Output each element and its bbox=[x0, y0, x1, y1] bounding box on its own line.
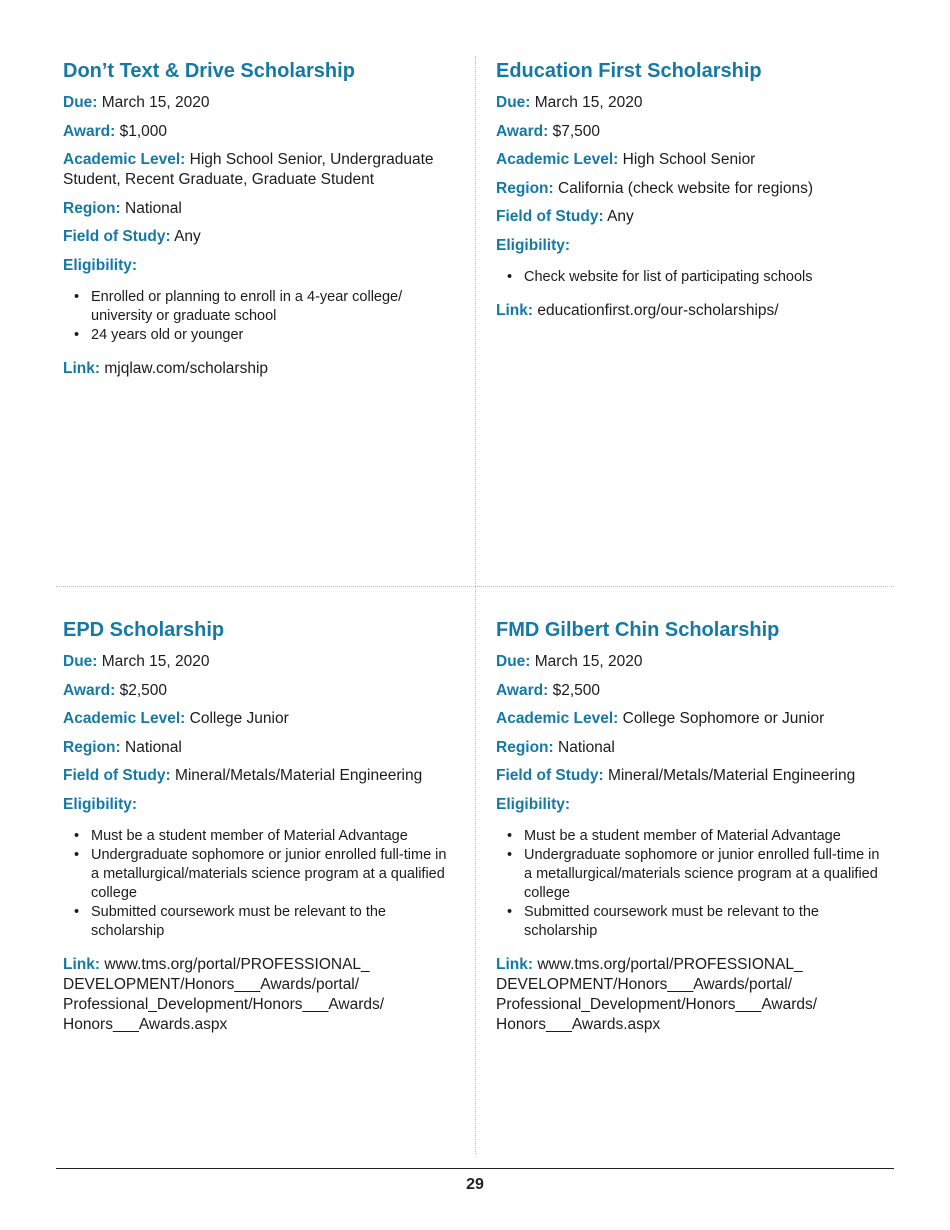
region-label: Region: bbox=[63, 738, 121, 756]
due-row bbox=[496, 93, 891, 113]
footer-rule bbox=[56, 1168, 894, 1169]
academic-level-row bbox=[496, 150, 891, 170]
due-value: March 15, 2020 bbox=[534, 94, 643, 111]
academic-level-row bbox=[63, 150, 458, 190]
eligibility-item: • Undergraduate sophomore or junior enrolled full-time in a metallurgical/materials science program at a qualified college bbox=[91, 846, 458, 903]
due-label: Due: bbox=[496, 94, 531, 111]
academic-level-row bbox=[63, 709, 458, 729]
region-value: National bbox=[125, 199, 182, 217]
academic-level-row bbox=[496, 709, 891, 729]
academic-level-value: College Junior bbox=[189, 710, 289, 727]
scholarship-title: Education First Scholarship bbox=[496, 60, 762, 82]
academic-level-label: Academic Level: bbox=[496, 151, 619, 168]
region-row bbox=[63, 738, 458, 758]
link-label: Link: bbox=[496, 955, 534, 973]
academic-level-value: High School Senior, Undergraduate Student, Recent Graduate, Graduate Student bbox=[63, 151, 434, 188]
region-row bbox=[496, 738, 891, 758]
due-value: March 15, 2020 bbox=[534, 653, 643, 670]
due-row bbox=[496, 652, 891, 672]
region-row bbox=[496, 179, 891, 199]
eligibility-item: • Enrolled or planning to enroll in a 4-year college/ university or graduate school bbox=[91, 288, 458, 326]
academic-level-label: Academic Level: bbox=[63, 151, 186, 168]
scholarship-title: Don’t Text & Drive Scholarship bbox=[63, 60, 355, 82]
field-of-study-value: Any bbox=[607, 208, 634, 225]
award-row bbox=[496, 122, 891, 142]
region-value: National bbox=[125, 738, 182, 756]
eligibility-list bbox=[63, 827, 458, 941]
award-value: $2,500 bbox=[119, 681, 167, 699]
award-label: Award: bbox=[496, 122, 549, 140]
award-label: Award: bbox=[63, 681, 116, 699]
due-row bbox=[63, 652, 458, 672]
scholarship-card-1 bbox=[63, 58, 458, 379]
eligibility-item: • 24 years old or younger bbox=[91, 326, 458, 345]
scholarship-title: FMD Gilbert Chin Scholarship bbox=[496, 619, 780, 641]
link-row bbox=[496, 301, 891, 321]
page-number: 29 bbox=[466, 1176, 484, 1193]
due-label: Due: bbox=[63, 94, 98, 111]
link-row bbox=[63, 359, 458, 379]
field-of-study-row bbox=[63, 766, 458, 786]
eligibility-heading: Eligibility: bbox=[63, 256, 138, 274]
award-row bbox=[496, 681, 891, 701]
link-url[interactable]: mjqlaw.com/scholarship bbox=[104, 359, 269, 377]
field-of-study-value: Any bbox=[174, 228, 201, 245]
region-label: Region: bbox=[496, 179, 554, 197]
due-value: March 15, 2020 bbox=[101, 653, 210, 670]
eligibility-item: • Must be a student member of Material Advantage bbox=[524, 827, 891, 846]
due-row bbox=[63, 93, 458, 113]
link-row bbox=[63, 955, 458, 1035]
eligibility-heading: Eligibility: bbox=[63, 795, 138, 813]
region-label: Region: bbox=[496, 738, 554, 756]
academic-level-value: High School Senior bbox=[622, 151, 756, 168]
field-of-study-row bbox=[63, 227, 458, 247]
field-of-study-value: Mineral/Metals/Material Engineering bbox=[174, 767, 423, 784]
eligibility-item: • Undergraduate sophomore or junior enrolled full-time in a metallurgical/materials science program at a qualified college bbox=[524, 846, 891, 903]
region-value: California (check website for regions) bbox=[558, 179, 813, 197]
scholarship-card-3 bbox=[63, 617, 458, 1035]
region-label: Region: bbox=[63, 199, 121, 217]
eligibility-item: • Submitted coursework must be relevant to the scholarship bbox=[91, 903, 458, 941]
horizontal-divider bbox=[56, 586, 894, 587]
field-of-study-row bbox=[496, 207, 891, 227]
eligibility-item: • Check website for list of participating schools bbox=[524, 268, 891, 287]
field-of-study-label: Field of Study: bbox=[496, 208, 604, 225]
link-url[interactable]: www.tms.org/portal/PROFESSIONAL_ DEVELOPMENT/Honors___Awards/portal/ Professional_Development/Honors___Awards/ Honors___Awards.aspx bbox=[496, 955, 818, 1033]
academic-level-value: College Sophomore or Junior bbox=[622, 710, 825, 727]
award-row bbox=[63, 681, 458, 701]
award-row bbox=[63, 122, 458, 142]
eligibility-list bbox=[496, 827, 891, 941]
link-url[interactable]: www.tms.org/portal/PROFESSIONAL_ DEVELOPMENT/Honors___Awards/portal/ Professional_Development/Honors___Awards/ Honors___Awards.aspx bbox=[63, 955, 385, 1033]
region-row bbox=[63, 199, 458, 219]
field-of-study-label: Field of Study: bbox=[496, 767, 604, 784]
due-label: Due: bbox=[63, 653, 98, 670]
academic-level-label: Academic Level: bbox=[496, 710, 619, 727]
scholarship-title: EPD Scholarship bbox=[63, 619, 225, 641]
eligibility-heading: Eligibility: bbox=[496, 795, 571, 813]
eligibility-item: • Must be a student member of Material Advantage bbox=[91, 827, 458, 846]
eligibility-heading: Eligibility: bbox=[496, 236, 571, 254]
scholarship-card-4 bbox=[496, 617, 891, 1035]
field-of-study-value: Mineral/Metals/Material Engineering bbox=[607, 767, 856, 784]
eligibility-list bbox=[496, 268, 891, 287]
scholarship-card-2 bbox=[496, 58, 891, 321]
vertical-divider bbox=[475, 56, 476, 1154]
link-label: Link: bbox=[496, 301, 534, 319]
link-label: Link: bbox=[63, 955, 101, 973]
award-value: $7,500 bbox=[552, 122, 600, 140]
link-row bbox=[496, 955, 891, 1035]
award-value: $2,500 bbox=[552, 681, 600, 699]
due-value: March 15, 2020 bbox=[101, 94, 210, 111]
field-of-study-label: Field of Study: bbox=[63, 767, 171, 784]
academic-level-label: Academic Level: bbox=[63, 710, 186, 727]
award-label: Award: bbox=[496, 681, 549, 699]
eligibility-item: • Submitted coursework must be relevant to the scholarship bbox=[524, 903, 891, 941]
award-label: Award: bbox=[63, 122, 116, 140]
eligibility-list bbox=[63, 288, 458, 345]
due-label: Due: bbox=[496, 653, 531, 670]
link-url[interactable]: educationfirst.org/our-scholarships/ bbox=[537, 301, 779, 319]
award-value: $1,000 bbox=[119, 122, 167, 140]
region-value: National bbox=[558, 738, 615, 756]
link-label: Link: bbox=[63, 359, 101, 377]
field-of-study-label: Field of Study: bbox=[63, 228, 171, 245]
field-of-study-row bbox=[496, 766, 891, 786]
